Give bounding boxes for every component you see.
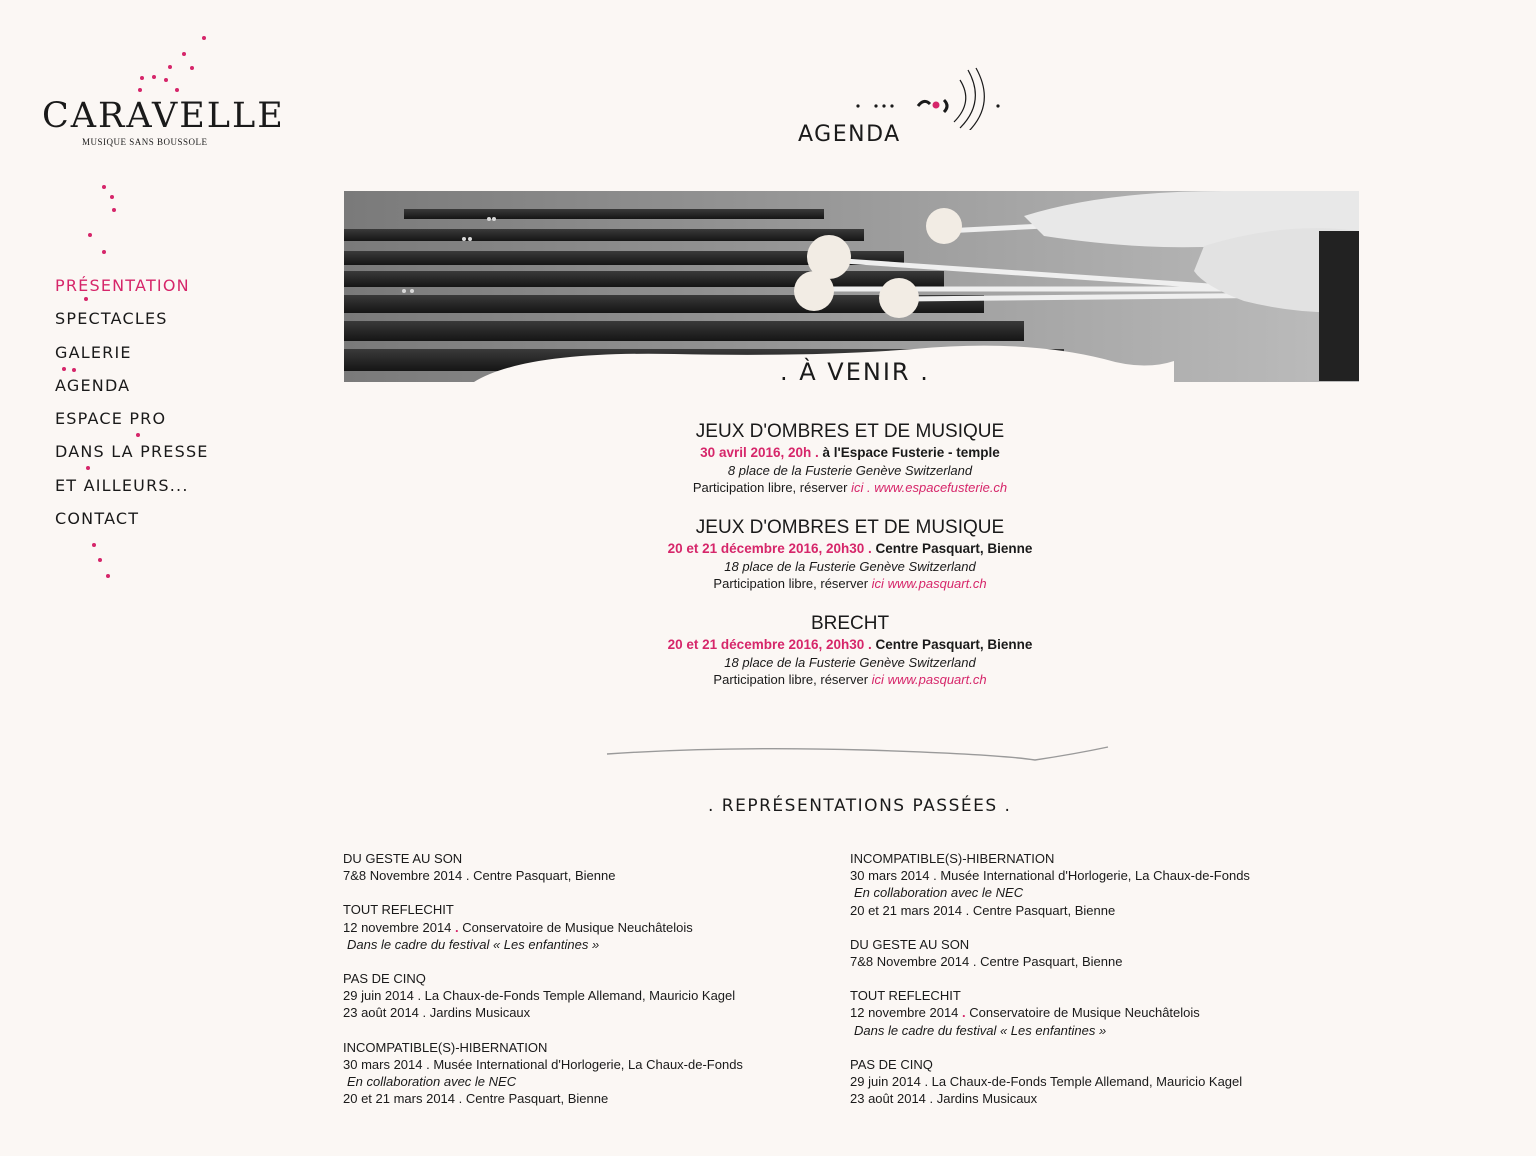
past-item — [343, 970, 813, 1022]
nav-item-galerie[interactable]: GALERIE — [55, 342, 132, 362]
event-venue: Centre Pasquart, Bienne — [875, 637, 1033, 652]
brand-name: CARAVELLE — [42, 96, 285, 136]
upcoming-title: . À VENIR . — [780, 358, 930, 386]
event-item — [560, 612, 1140, 689]
past-item-note: Dans le cadre du festival « Les enfantines » — [347, 936, 600, 952]
past-item-title: PAS DE CINQ — [850, 1056, 933, 1072]
event-item — [560, 516, 1140, 593]
past-item-line: 23 août 2014 . Jardins Musicaux — [850, 1091, 1038, 1107]
past-item — [343, 1039, 813, 1108]
past-item-title: TOUT REFLECHIT — [343, 902, 454, 918]
bullet-dot: . — [455, 919, 459, 935]
event-info: Participation libre, réserver — [692, 480, 848, 495]
event-info: Participation libre, réserver — [713, 576, 869, 591]
past-item-note: En collaboration avec le NEC — [347, 1074, 517, 1090]
event-venue: Centre Pasquart, Bienne — [875, 541, 1033, 556]
header-ornament — [850, 60, 1010, 130]
past-item-line: 30 mars 2014 . Musée International d'Horlogerie, La Chaux-de-Fonds — [850, 868, 1250, 884]
past-item — [343, 901, 813, 953]
past-item — [850, 987, 1320, 1039]
event-date: 20 et 21 décembre 2016, 20h30 . — [667, 541, 872, 556]
venue-website-link[interactable]: www.pasquart.ch — [887, 576, 987, 591]
nav-item-et-ailleurs[interactable]: ET AILLEURS... — [55, 475, 189, 495]
event-title: JEUX D'OMBRES ET DE MUSIQUE — [695, 517, 1005, 538]
event-title: BRECHT — [810, 613, 890, 634]
event-date: 20 et 21 décembre 2016, 20h30 . — [667, 637, 872, 652]
nav-item-contact[interactable]: CONTACT — [55, 509, 140, 529]
past-item-title: PAS DE CINQ — [343, 971, 426, 987]
past-item — [850, 1056, 1320, 1108]
past-item-title: DU GESTE AU SON — [850, 936, 970, 952]
past-item-line: 30 mars 2014 . Musée International d'Horlogerie, La Chaux-de-Fonds — [343, 1056, 743, 1072]
past-item-line: 7&8 Novembre 2014 . Centre Pasquart, Bienne — [850, 954, 1123, 970]
nav-item-espace-pro[interactable]: ESPACE PRO — [55, 409, 167, 429]
nav-item-presentation[interactable]: PRÉSENTATION — [55, 276, 190, 295]
event-title: JEUX D'OMBRES ET DE MUSIQUE — [695, 421, 1005, 442]
past-item — [850, 936, 1320, 970]
logo[interactable] — [30, 30, 285, 160]
past-item-title: DU GESTE AU SON — [343, 851, 463, 866]
nav-item-spectacles[interactable]: SPECTACLES — [55, 309, 168, 329]
event-address: 18 place de la Fusterie Genève Switzerland — [724, 655, 976, 670]
past-item-title: INCOMPATIBLE(S)-HIBERNATION — [850, 851, 1055, 866]
past-item-title: INCOMPATIBLE(S)-HIBERNATION — [343, 1039, 548, 1055]
page-title: AGENDA — [798, 122, 901, 147]
past-item-note: En collaboration avec le NEC — [854, 885, 1024, 901]
event-address: 18 place de la Fusterie Genève Switzerland — [724, 559, 976, 574]
past-column-left — [343, 850, 813, 1124]
event-venue: à l'Espace Fusterie - temple — [822, 445, 1000, 460]
past-item-title: TOUT REFLECHIT — [850, 988, 961, 1004]
reserve-link[interactable]: ici — [871, 576, 884, 591]
past-item-note: Dans le cadre du festival « Les enfantines » — [854, 1022, 1107, 1038]
past-item-line: 23 août 2014 . Jardins Musicaux — [343, 1005, 531, 1021]
past-item-line: 12 novembre 2014 . Conservatoire de Musique Neuchâtelois — [850, 1005, 1200, 1021]
past-column-right — [850, 850, 1320, 1124]
past-item-line: 12 novembre 2014 . Conservatoire de Musique Neuchâtelois — [343, 919, 693, 935]
past-item-line: 20 et 21 mars 2014 . Centre Pasquart, Bienne — [343, 1091, 609, 1107]
past-item-line: 29 juin 2014 . La Chaux-de-Fonds Temple Allemand, Mauricio Kagel — [850, 1074, 1243, 1090]
event-item — [560, 420, 1140, 497]
brand-tagline: MUSIQUE SANS BOUSSOLE — [82, 137, 208, 147]
main-nav — [55, 275, 255, 541]
past-item-line: 20 et 21 mars 2014 . Centre Pasquart, Bienne — [850, 902, 1116, 918]
venue-website-link[interactable]: www.espacefusterie.ch — [874, 480, 1008, 495]
reserve-link[interactable]: ici — [871, 672, 884, 687]
past-item-line: 29 juin 2014 . La Chaux-de-Fonds Temple Allemand, Mauricio Kagel — [343, 988, 736, 1004]
event-date: 30 avril 2016, 20h . — [700, 445, 819, 460]
past-title: . REPRÉSENTATIONS PASSÉES . — [708, 796, 1012, 816]
banner-image — [344, 191, 1359, 382]
event-address: 8 place de la Fusterie Genève Switzerland — [727, 463, 973, 478]
reserve-link[interactable]: ici . — [851, 480, 871, 495]
nav-item-dans-la-presse[interactable]: DANS LA PRESSE — [55, 442, 209, 462]
past-item-line: 7&8 Novembre 2014 . Centre Pasquart, Bienne — [343, 868, 616, 884]
bullet-dot: . — [962, 1005, 966, 1021]
wave-divider — [605, 744, 1110, 764]
past-item — [343, 850, 813, 884]
venue-website-link[interactable]: www.pasquart.ch — [887, 672, 987, 687]
nav-item-agenda[interactable]: AGENDA — [55, 375, 131, 395]
event-info: Participation libre, réserver — [713, 672, 869, 687]
past-item — [850, 850, 1320, 919]
